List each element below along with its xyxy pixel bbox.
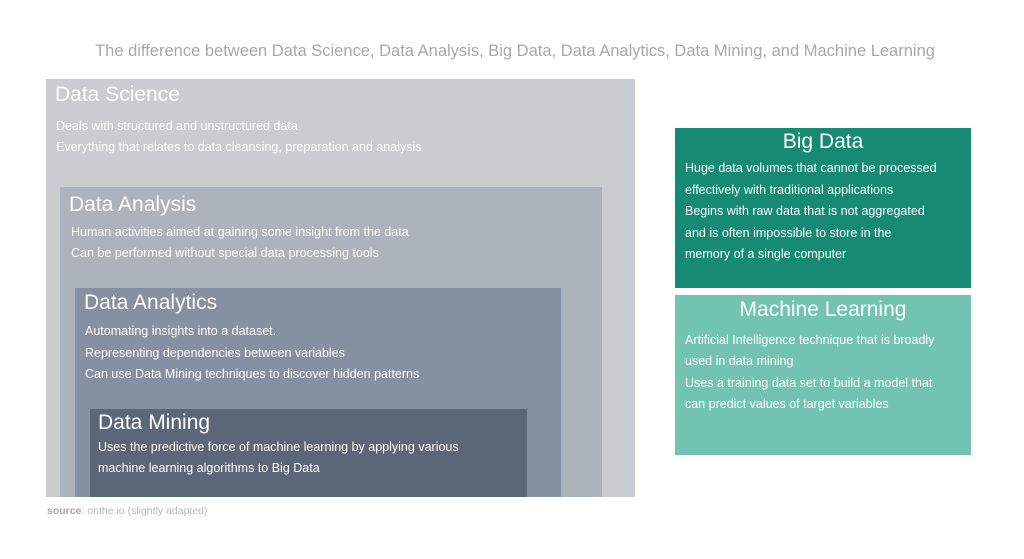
data-analytics-line: Can use Data Mining techniques to discover hidden patterns — [85, 367, 420, 381]
machine-learning-line: Uses a training data set to build a model that — [685, 376, 933, 390]
data-mining-line: Uses the predictive force of machine learning by applying various — [98, 440, 459, 454]
data-mining-box — [90, 409, 527, 497]
data-science-line: Everything that relates to data cleansing, preparation and analysis — [56, 140, 422, 154]
big-data-box — [675, 128, 971, 288]
big-data-line: and is often impossible to store in the — [685, 226, 892, 240]
data-analytics-line: Automating insights into a dataset. — [85, 324, 277, 338]
big-data-line: Huge data volumes that cannot be processed — [685, 161, 937, 175]
source-text: : onthe.io (slightly adapted) — [81, 505, 208, 517]
source-credit — [47, 505, 208, 517]
big-data-line: Begins with raw data that is not aggregated — [685, 204, 925, 218]
data-analysis-line: Human activities aimed at gaining some insight from the data — [71, 225, 409, 239]
big-data-line: memory of a single computer — [685, 247, 847, 261]
data-analytics-line: Representing dependencies between variables — [85, 346, 345, 360]
machine-learning-title: Machine Learning — [739, 298, 907, 321]
data-analytics-title: Data Analytics — [84, 291, 218, 314]
big-data-line: effectively with traditional applications — [685, 183, 894, 197]
data-science-line: Deals with structured and unstructured data — [56, 119, 298, 133]
page-title: The difference between Data Science, Data Analysis, Big Data, Data Analytics, Data Mining, and Machine Learning — [95, 42, 935, 60]
data-mining-title: Data Mining — [98, 411, 211, 434]
data-analysis-line: Can be performed without special data processing tools — [71, 246, 379, 260]
machine-learning-line: can predict values of target variables — [685, 397, 889, 411]
machine-learning-line: used in data mining — [685, 354, 794, 368]
data-science-title: Data Science — [55, 83, 180, 106]
source-label: source — [47, 505, 82, 517]
big-data-title: Big Data — [782, 130, 864, 153]
machine-learning-box — [675, 295, 971, 455]
data-analysis-title: Data Analysis — [69, 193, 197, 216]
data-mining-line: machine learning algorithms to Big Data — [98, 461, 320, 475]
machine-learning-line: Artificial Intelligence technique that is broadly — [685, 333, 935, 347]
